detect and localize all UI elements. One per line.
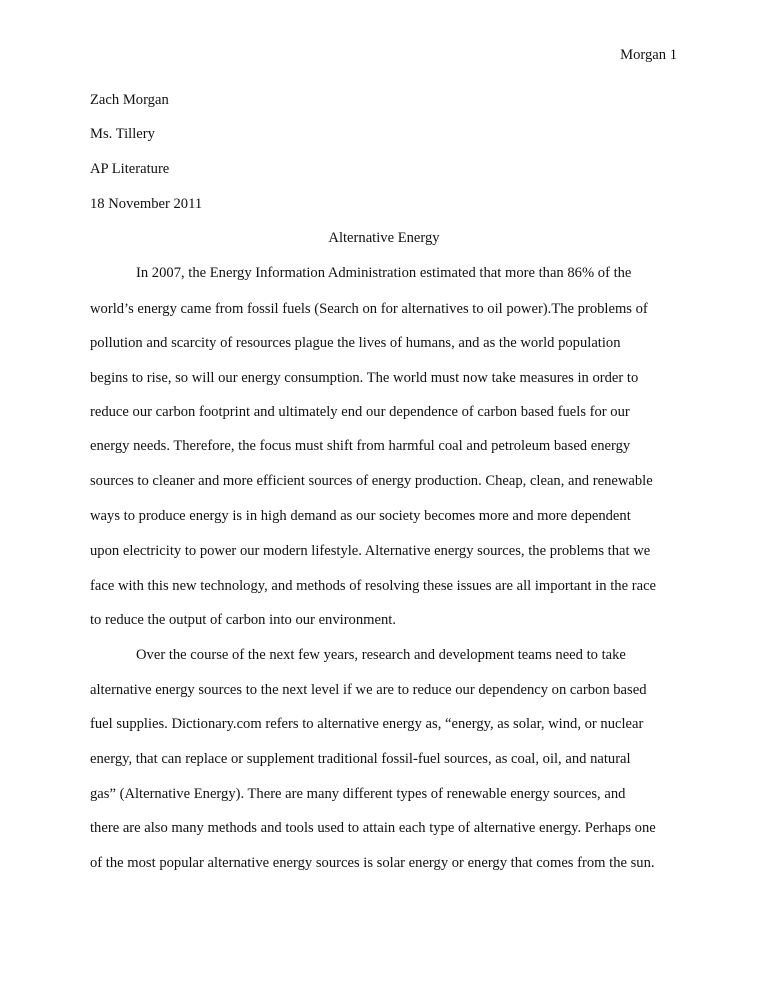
paragraph-2-line: there are also many methods and tools used to attain each type of alternative energy. Perhaps one bbox=[90, 820, 656, 836]
paragraph-2-line: energy, that can replace or supplement traditional fossil-fuel sources, as coal, oil, and natural bbox=[90, 751, 631, 767]
paragraph-1-line: In 2007, the Energy Information Administration estimated that more than 86% of the bbox=[136, 265, 632, 281]
paragraph-1-line: reduce our carbon footprint and ultimately end our dependence of carbon based fuels for our bbox=[90, 404, 630, 420]
essay-title: Alternative Energy bbox=[328, 230, 440, 246]
paragraph-1-line: upon electricity to power our modern lifestyle. Alternative energy sources, the problems that we bbox=[90, 543, 651, 559]
student-name: Zach Morgan bbox=[90, 92, 169, 108]
paragraph-1-line: begins to rise, so will our energy consumption. The world must now take measures in order to bbox=[90, 370, 639, 386]
paragraph-1-line: face with this new technology, and methods of resolving these issues are all important in the race bbox=[90, 578, 657, 594]
paragraph-1-line: pollution and scarcity of resources plague the lives of humans, and as the world population bbox=[90, 335, 621, 351]
paragraph-2-line: gas” (Alternative Energy). There are many different types of renewable energy sources, and bbox=[90, 786, 626, 802]
paragraph-2-line: alternative energy sources to the next level if we are to reduce our dependency on carbon based bbox=[90, 682, 647, 698]
paragraph-1-line: sources to cleaner and more efficient sources of energy production. Cheap, clean, and renewable bbox=[90, 473, 653, 489]
paragraph-2-line: Over the course of the next few years, research and development teams need to take bbox=[136, 647, 626, 663]
paragraph-2-line: fuel supplies. Dictionary.com refers to alternative energy as, “energy, as solar, wind, or nuclear bbox=[90, 716, 644, 732]
course-name: AP Literature bbox=[90, 161, 170, 177]
paragraph-1-line: ways to produce energy is in high demand as our society becomes more and more dependent bbox=[90, 508, 631, 524]
paragraph-1-line: to reduce the output of carbon into our environment. bbox=[90, 612, 396, 628]
essay-date: 18 November 2011 bbox=[90, 196, 203, 212]
paragraph-2-line: of the most popular alternative energy sources is solar energy or energy that comes from the sun. bbox=[90, 855, 655, 871]
running-header: Morgan 1 bbox=[620, 47, 677, 63]
paragraph-1-line: world’s energy came from fossil fuels (Search on for alternatives to oil power).The problems of bbox=[90, 301, 648, 317]
teacher-name: Ms. Tillery bbox=[90, 126, 155, 142]
paragraph-1-line: energy needs. Therefore, the focus must shift from harmful coal and petroleum based energy bbox=[90, 438, 631, 454]
